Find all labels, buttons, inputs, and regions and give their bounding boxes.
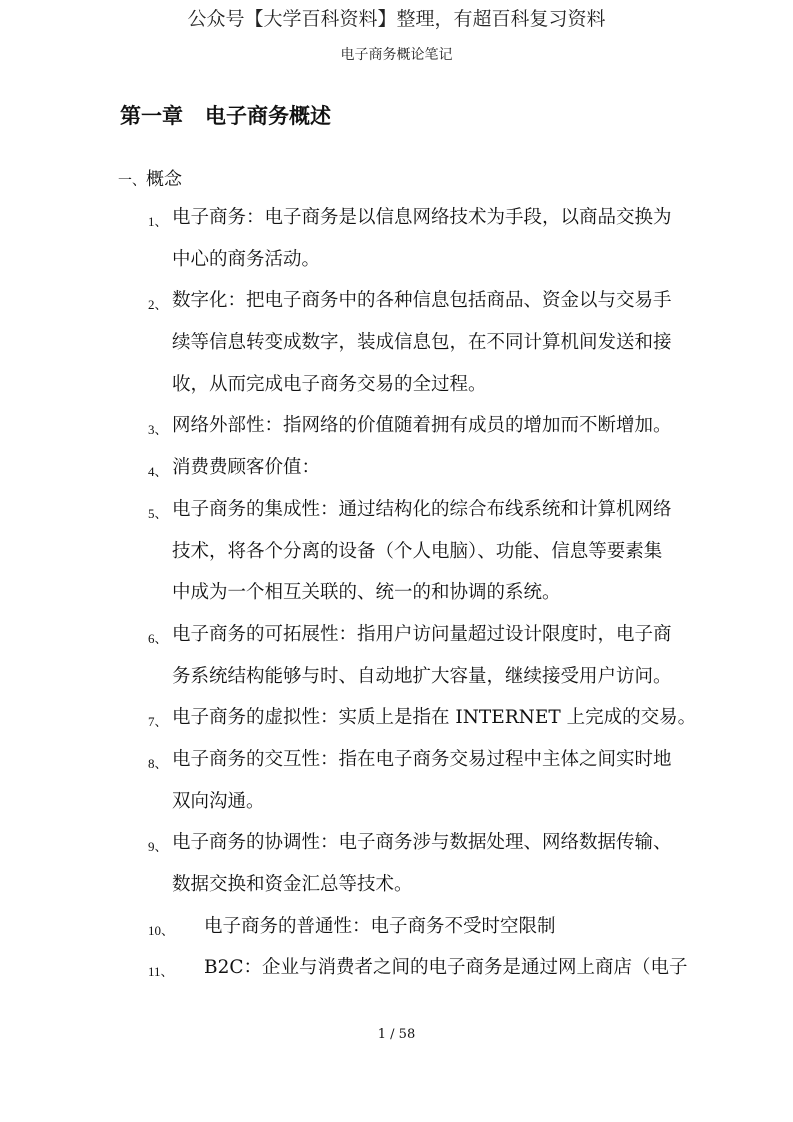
text-line bbox=[148, 447, 688, 489]
text-line bbox=[148, 947, 688, 989]
text-line bbox=[148, 364, 688, 406]
text-line bbox=[148, 739, 688, 781]
item-text: 中心的商务活动。 bbox=[172, 248, 321, 270]
list-item bbox=[148, 739, 688, 822]
text-line bbox=[148, 572, 688, 614]
item-text: 电子商务的协调性：电子商务涉与数据处理、网络数据传输、 bbox=[172, 832, 672, 854]
text-line bbox=[148, 697, 697, 739]
item-number: 10、 bbox=[148, 922, 175, 938]
chapter-number: 第一章 bbox=[120, 104, 183, 128]
item-number: 5、 bbox=[148, 505, 168, 521]
item-number: 4、 bbox=[148, 464, 168, 480]
text-line bbox=[148, 531, 688, 573]
text-line bbox=[148, 405, 688, 447]
item-number: 1、 bbox=[148, 214, 168, 229]
chapter-title: 电子商务概述 bbox=[205, 104, 331, 128]
text-line bbox=[148, 322, 688, 364]
item-text: 数据交换和资金汇总等技术。 bbox=[172, 874, 413, 895]
text-line bbox=[148, 656, 688, 698]
list-item bbox=[148, 280, 688, 405]
item-text: 网络外部性：指网络的价值随着拥有成员的增加而不断增加。 bbox=[172, 415, 672, 437]
item-text: 电子商务的普通性：电子商务不受时空限制 bbox=[204, 915, 556, 937]
concept-list bbox=[148, 197, 697, 989]
text-line bbox=[148, 239, 688, 281]
list-item bbox=[148, 947, 688, 989]
item-number: 2、 bbox=[148, 297, 168, 313]
section-heading bbox=[118, 165, 182, 191]
item-text: 中成为一个相互关联的、统一的和协调的系统。 bbox=[172, 582, 561, 604]
text-line bbox=[148, 489, 688, 531]
item-text: 续等信息转变成数字，装成信息包，在不同计算机间发送和接 bbox=[172, 332, 672, 354]
list-item bbox=[148, 697, 697, 739]
item-number: 8、 bbox=[148, 755, 168, 771]
item-text: B2C：企业与消费者之间的电子商务是通过网上商店（电子 bbox=[204, 957, 688, 979]
item-text: 电子商务的集成性：通过结构化的综合布线系统和计算机网络 bbox=[172, 498, 672, 520]
item-number: 9、 bbox=[148, 839, 168, 855]
list-item bbox=[148, 906, 688, 948]
text-line bbox=[148, 822, 688, 864]
item-text: 电子商务的交互性：指在电子商务交易过程中主体之间实时地 bbox=[172, 748, 672, 770]
page-header-banner: 公众号【大学百科资料】整理，有超百科复习资料 bbox=[187, 8, 606, 30]
text-line bbox=[148, 864, 688, 906]
text-line bbox=[148, 197, 688, 239]
section-number: 一、 bbox=[118, 173, 146, 189]
item-text: 收，从而完成电子商务交易的全过程。 bbox=[172, 373, 487, 395]
chapter-heading bbox=[120, 100, 331, 130]
item-number: 7、 bbox=[148, 714, 168, 730]
item-text: 电子商务的虚拟性：实质上是指在 INTERNET 上完成的交易。 bbox=[172, 707, 697, 729]
item-text: 消费费顾客价值： bbox=[172, 457, 321, 479]
text-line bbox=[148, 906, 688, 948]
section-title: 概念 bbox=[146, 169, 182, 190]
text-line bbox=[148, 614, 688, 656]
document-subtitle: 电子商务概论笔记 bbox=[340, 47, 453, 63]
list-item bbox=[148, 405, 688, 447]
item-text: 双向沟通。 bbox=[172, 790, 265, 812]
item-text: 电子商务：电子商务是以信息网络技术为手段，以商品交换为 bbox=[172, 207, 672, 228]
item-text: 数字化：把电子商务中的各种信息包括商品、资金以与交易手 bbox=[172, 290, 672, 312]
list-item bbox=[148, 447, 688, 489]
item-number: 3、 bbox=[148, 422, 168, 438]
text-line bbox=[148, 280, 688, 322]
page-number: 1 / 58 bbox=[377, 1027, 416, 1042]
item-text: 技术，将各个分离的设备（个人电脑）、功能、信息等要素集 bbox=[172, 540, 663, 562]
item-number: 6、 bbox=[148, 630, 168, 646]
item-text: 务系统结构能够与时、自动地扩大容量，继续接受用户访问。 bbox=[172, 665, 672, 687]
list-item bbox=[148, 197, 688, 280]
item-text: 电子商务的可拓展性：指用户访问量超过设计限度时，电子商 bbox=[172, 623, 672, 645]
list-item bbox=[148, 614, 688, 697]
item-number: 11、 bbox=[148, 964, 174, 980]
text-line bbox=[148, 781, 688, 823]
list-item bbox=[148, 822, 688, 905]
list-item bbox=[148, 489, 688, 614]
